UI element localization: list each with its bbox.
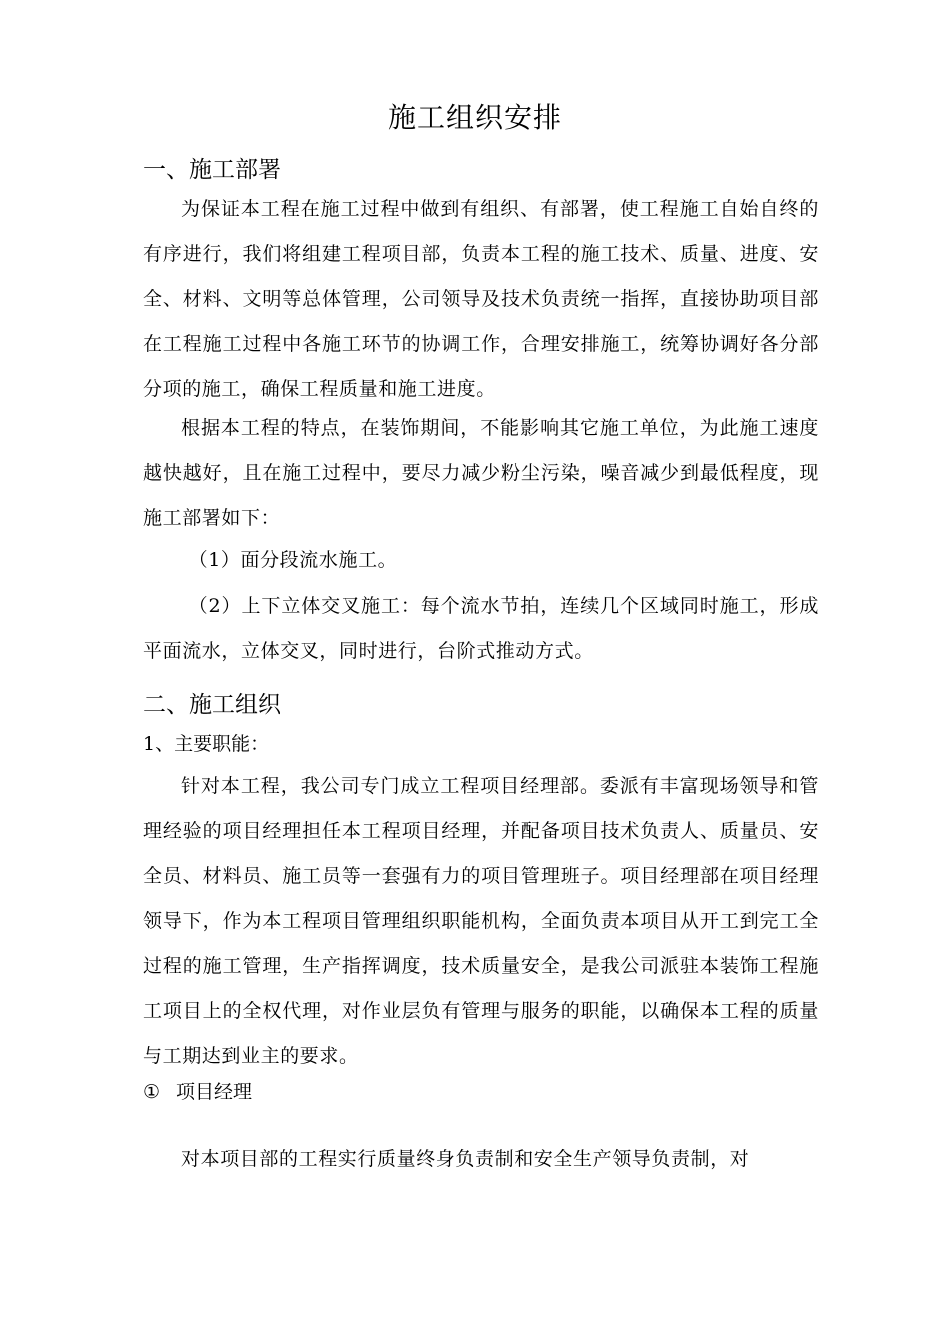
page-title: 施工组织安排: [387, 101, 562, 134]
paragraph-organization: 针对本工程，我公司专门成立工程项目经理部。委派有丰富现场领导和管理经验的项目经理担任本工程项目经理，并配备项目技术负责人、质量员、安全员、材料员、施工员等一套强有力的项目管理班子。项目经理部在项目经理领导下，作为本工程项目管理组织职能机构，全面负责本项目从开工到完工全过程的施工管理，生产指挥调度，技术质量安全，是我公司派驻本装饰工程施工项目上的全权代理，对作业层负有管理与服务的职能，以确保本工程的质量与工期达到业主的要求。: [143, 775, 819, 1067]
section-heading-deployment: 一、施工部署: [143, 157, 281, 183]
paragraph-project-manager: 对本项目部的工程实行质量终身负责制和安全生产领导负责制，对: [181, 1148, 750, 1170]
circled-item-project-manager: [143, 1077, 252, 1107]
list-item-1: （1）面分段流水施工。: [188, 549, 398, 571]
subheading-main-functions: 1、主要职能：: [143, 733, 270, 755]
paragraph-deployment-intro: 为保证本工程在施工过程中做到有组织、有部署，使工程施工自始自终的有序进行，我们将组建工程项目部，负责本工程的施工技术、质量、进度、安全、材料、文明等总体管理，公司领导及技术负责统一指挥，直接协助项目部在工程施工过程中各施工环节的协调工作，合理安排施工，统筹协调好各分部分项的施工，确保工程质量和施工进度。: [143, 198, 819, 400]
section-heading-organization: 二、施工组织: [143, 692, 281, 718]
circled-item-label: 项目经理: [176, 1081, 253, 1103]
list-item-2: （2）上下立体交叉施工：每个流水节拍，连续几个区域同时施工，形成平面流水，立体交叉，同时进行，台阶式推动方式。: [143, 595, 819, 662]
paragraph-deployment-features: 根据本工程的特点，在装饰期间，不能影响其它施工单位，为此施工速度越快越好，且在施工过程中，要尽力减少粉尘污染，噪音减少到最低程度，现施工部署如下：: [143, 417, 819, 529]
circled-number: ①: [143, 1081, 161, 1103]
